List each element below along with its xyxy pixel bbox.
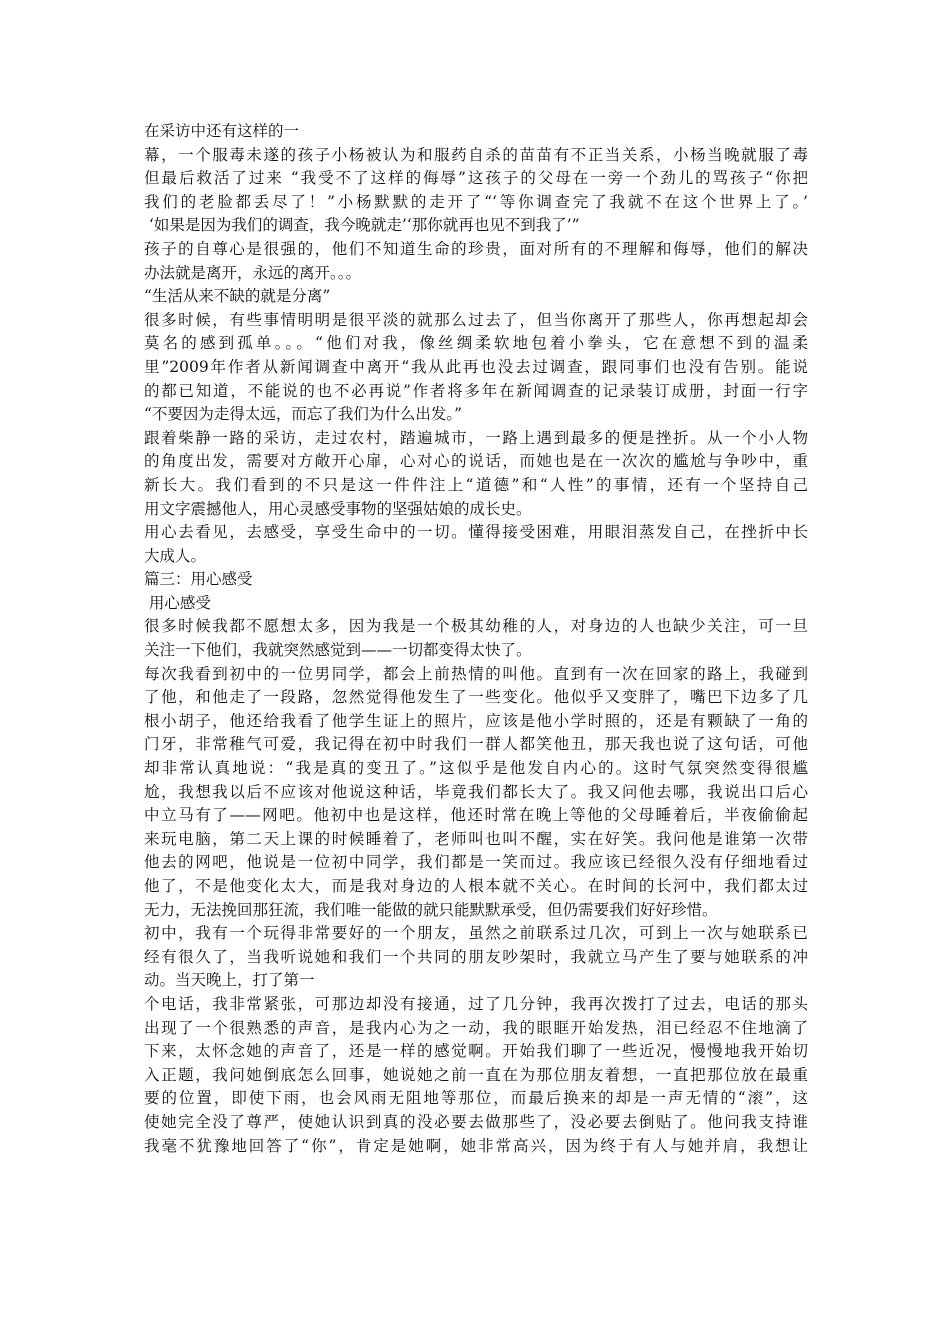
- text-line: 的角度出发，需要对方敞开心扉，心对心的说话，而她也是在一次次的尴尬与争吵中，重: [144, 452, 808, 471]
- text-line: 他了，不是他变化太大，而是我对身边的人根本就不关心。在时间的长河中，我们都太过: [144, 877, 808, 895]
- text-line: 大成人。: [144, 546, 207, 565]
- text-line: 我们的老脸都丢尽了！”小杨默默的走开了“‘等你调查完了我就不在这个世界上了。’: [144, 192, 808, 211]
- text-line: 用心去看见，去感受，享受生命中的一切。懂得接受困难，用眼泪蒸发自己，在挫折中长: [144, 523, 808, 542]
- text-line: 我毫不犹豫地回答了“你”，肯定是她啊，她非常高兴，因为终于有人与她并肩，我想让: [144, 1136, 808, 1155]
- text-line: 使她完全没了尊严，使她认识到真的没必要去做那些了，没必要去倒贴了。他问我支持谁: [144, 1112, 808, 1131]
- text-line: 用文字震撼他人，用心灵感受事物的坚强姑娘的成长史。: [144, 499, 532, 518]
- text-line: 用心感受: [144, 593, 211, 612]
- text-line: 关注一下他们，我就突然感觉到——一切都变得太快了。: [144, 641, 532, 660]
- text-line: 要的位置，即使下雨，也会风雨无阻地等那位，而最后换来的却是一声无情的“滚”，这: [144, 1089, 808, 1108]
- text-line: 办法就是离开，永远的离开。。。: [144, 263, 362, 282]
- text-line: 莫名的感到孤单。。。“他们对我，像丝绸柔软地包着小拳头，它在意想不到的温柔: [144, 334, 808, 353]
- text-line: 个电话，我非常紧张，可那边却没有接通，过了几分钟，我再次拨打了过去，电话的那头: [144, 994, 808, 1013]
- text-line: 新长大。我们看到的不只是这一件件注上“道德”和“人性”的事情，还有一个坚持自己: [144, 475, 808, 494]
- text-line: 门牙，非常稚气可爱，我记得在初中时我们一群人都笑他丑，那天我也说了这句话，可他: [144, 735, 808, 754]
- text-line: “不要因为走得太远，而忘了我们为什么出发。”: [144, 405, 463, 424]
- text-line: 动。当天晚上，打了第一: [144, 971, 315, 990]
- text-line: 经有很久了，当我听说她和我们一个共同的朋友吵架时，我就立马产生了要与她联系的冲: [144, 947, 808, 966]
- text-line: 很多时候，有些事情明明是很平淡的就那么过去了，但当你离开了那些人，你再想起却会: [144, 310, 808, 329]
- text-line: 出现了一个很熟悉的声音，是我内心为之一动，我的眼眶开始发热，泪已经忍不住地滴了: [144, 1018, 808, 1037]
- text-line: 里”2009年作者从新闻调查中离开“我从此再也没去过调查，跟同事们也没有告别。能说: [144, 357, 808, 376]
- text-line: 的都已知道，不能说的也不必再说”作者将多年在新闻调查的记录装订成册，封面一行字: [144, 381, 808, 400]
- text-line: 却非常认真地说：“我是真的变丑了。”这似乎是他发自内心的。这时气氛突然变得很尴: [144, 759, 808, 778]
- text-line: 无力，无法挽回那狂流，我们唯一能做的就只能默默承受，但仍需要我们好好珍惜。: [144, 900, 718, 919]
- text-line: 很多时候我都不愿想太多，因为我是一个极其幼稚的人，对身边的人也缺少关注，可一旦: [144, 617, 808, 636]
- text-line: 尬，我想我以后不应该对他说这种话，毕竟我们都长大了。我又问他去哪，我说出口后心: [144, 782, 808, 801]
- text-line: 他去的网吧，他说是一位初中同学，我们都是一笑而过。我应该已经很久没有仔细地看过: [144, 853, 808, 872]
- text-line: ‘如果是因为我们的调查，我今晚就走’‘那你就再也见不到我了’”: [144, 216, 580, 235]
- text-line: 孩子的自尊心是很强的，他们不知道生命的珍贵，面对所有的不理解和侮辱，他们的解决: [144, 239, 808, 258]
- document-body: [144, 120, 808, 1158]
- text-line: 根小胡子，他还给我看了他学生证上的照片，应该是他小学时照的，还是有颗缺了一角的: [144, 711, 808, 730]
- text-line: 来玩电脑，第二天上课的时候睡着了，老师叫也叫不醒，实在好笑。我问他是谁第一次带: [144, 829, 808, 848]
- text-line: 跟着柴静一路的采访，走过农村，踏遍城市，一路上遇到最多的便是挫折。从一个小人物: [144, 428, 808, 447]
- text-line: 入正题，我问她倒底怎么回事，她说她之前一直在为那位朋友着想，一直把那位放在最重: [144, 1065, 808, 1084]
- text-line: 初中，我有一个玩得非常要好的一个朋友，虽然之前联系过几次，可到上一次与她联系已: [144, 924, 808, 943]
- text-line: 但最后救活了过来 “我受不了这样的侮辱”这孩子的父母在一旁一个劲儿的骂孩子“你把: [144, 169, 808, 188]
- text-line: 下来，太怀念她的声音了，还是一样的感觉啊。开始我们聊了一些近况，慢慢地我开始切: [144, 1042, 808, 1061]
- text-line: 中立马有了——网吧。他初中也是这样，他还时常在晚上等他的父母睡着后，半夜偷偷起: [144, 806, 808, 825]
- text-line: 篇三：用心感受: [144, 570, 253, 589]
- text-line: 在采访中还有这样的一: [144, 122, 300, 140]
- text-line: 幕，一个服毒未遂的孩子小杨被认为和服药自杀的苗苗有不正当关系，小杨当晚就服了毒: [144, 145, 808, 164]
- text-line: 每次我看到初中的一位男同学，都会上前热情的叫他。直到有一次在回家的路上，我碰到: [144, 664, 808, 683]
- text-line: 了他，和他走了一段路，忽然觉得他发生了一些变化。他似乎又变胖了，嘴巴下边多了几: [144, 688, 808, 707]
- text-line: “生活从来不缺的就是分离”: [144, 287, 331, 306]
